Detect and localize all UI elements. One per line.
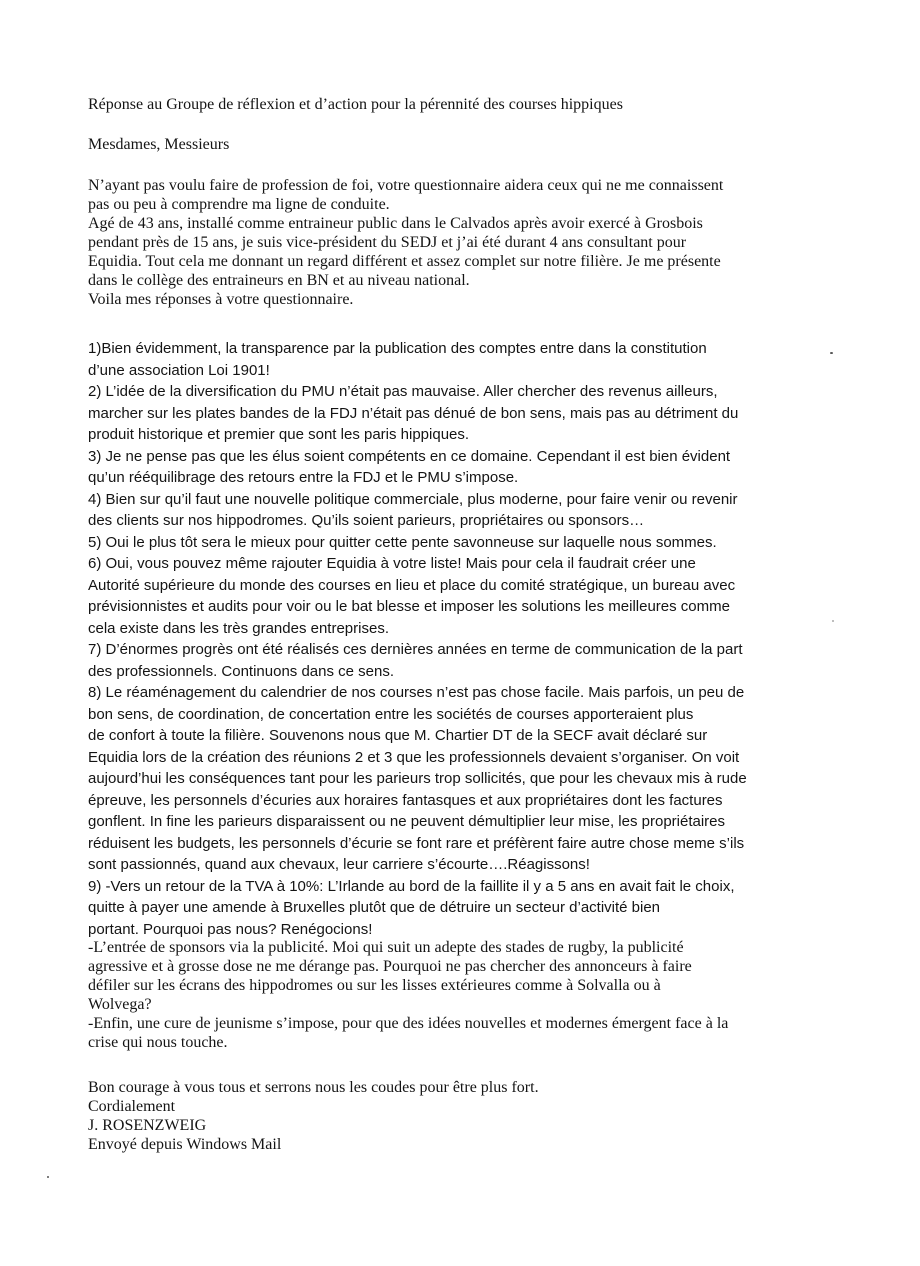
answer-line: réduisent les budgets, les personnels d’écurie se font rare et préfèrent faire autre chose meme s’ils <box>88 834 745 852</box>
extra-line: crise qui nous touche. <box>88 1034 228 1051</box>
answer-line: 5) Oui le plus tôt sera le mieux pour quitter cette pente savonneuse sur laquelle nous sommes. <box>88 533 717 551</box>
answer-line: aujourd’hui les conséquences tant pour les parieurs trop sollicités, que pour les chevaux mis à rude <box>88 770 747 787</box>
extras-section <box>88 938 808 1052</box>
answer-line: qu’un rééquilibrage des retours entre la FDJ et le PMU s’impose. <box>88 469 519 486</box>
extra-line: défiler sur les écrans des hippodromes ou sur les lisses extérieures comme à Solvalla ou à <box>88 977 661 994</box>
answer-line: des professionnels. Continuons dans ce sens. <box>88 662 395 680</box>
answer-line: 3) Je ne pense pas que les élus soient compétents en ce domaine. Cependant il est bien évident <box>88 447 731 465</box>
intro-line: dans le collège des entraineurs en BN et au niveau national. <box>88 272 470 289</box>
letter-subject <box>88 95 808 114</box>
answer-line: 1)Bien évidemment, la transparence par la publication des comptes entre dans la constitution <box>88 340 707 357</box>
answer-line: 4) Bien sur qu’il faut une nouvelle politique commerciale, plus moderne, pour faire venir ou revenir <box>88 490 738 508</box>
answer-line: épreuve, les personnels d’écuries aux horaires fantasques et aux propriétaires dont les factures <box>88 791 723 809</box>
extra-line: agressive et à grosse dose ne me dérange pas. Pourquoi ne pas chercher des annonceurs à faire <box>88 958 692 975</box>
answer-line: sont passionnés, quand aux chevaux, leur carriere s’écourte….Réagissons! <box>88 856 590 873</box>
answer-line: Equidia lors de la création des réunions 2 et 3 que les professionnels devaient s’organiser. On voit <box>88 748 740 766</box>
answer-line: Autorité supérieure du monde des courses en lieu et place du comité stratégique, un bureau avec <box>88 576 736 594</box>
intro-line: Agé de 43 ans, installé comme entraineur public dans le Calvados après avoir exercé à Grosbois <box>88 215 703 232</box>
answer-line: bon sens, de coordination, de concertation entre les sociétés de courses apporteraient plus <box>88 705 694 723</box>
scan-speck <box>47 1176 49 1178</box>
answer-line: produit historique et premier que sont les paris hippiques. <box>88 426 470 443</box>
letter-salutation <box>88 135 808 154</box>
answers-section <box>88 338 808 940</box>
signature-name: J. ROSENZWEIG <box>88 1117 207 1134</box>
intro-line: pas ou peu à comprendre ma ligne de conduite. <box>88 196 390 213</box>
subject-line: Réponse au Groupe de réflexion et d’action pour la pérennité des courses hippiques <box>88 96 623 113</box>
answer-line: des clients sur nos hippodromes. Qu’ils soient parieurs, propriétaires ou sponsors… <box>88 512 645 529</box>
intro-line: pendant près de 15 ans, je suis vice-président du SEDJ et j’ai été durant 4 ans consultant pour <box>88 234 687 251</box>
closing-regards: Cordialement <box>88 1098 176 1115</box>
extra-line: -L’entrée de sponsors via la publicité. Moi qui suit un adepte des stades de rugby, la publicité <box>88 939 684 956</box>
answer-line: 2) L’idée de la diversification du PMU n’était pas mauvaise. Aller chercher des revenus ailleurs, <box>88 383 718 400</box>
scan-speck <box>830 352 833 354</box>
closing-wish: Bon courage à vous tous et serrons nous les coudes pour être plus fort. <box>88 1079 539 1096</box>
answer-line: 8) Le réaménagement du calendrier de nos courses n’est pas chose facile. Mais parfois, un peu de <box>88 684 745 701</box>
extra-line: Wolvega? <box>88 996 152 1013</box>
answer-line: de confort à toute la filière. Souvenons nous que M. Chartier DT de la SECF avait déclaré sur <box>88 727 708 744</box>
intro-line: Equidia. Tout cela me donnant un regard différent et assez complet sur notre filière. Je me présente <box>88 253 721 270</box>
intro-line: Voila mes réponses à votre questionnaire. <box>88 291 354 308</box>
salutation-line: Mesdames, Messieurs <box>88 136 230 153</box>
answer-line: d’une association Loi 1901! <box>88 361 270 379</box>
answer-line: gonflent. In fine les parieurs disparaissent ou ne peuvent démultiplier leur mise, les propriétaires <box>88 813 726 830</box>
intro-line: N’ayant pas voulu faire de profession de foi, votre questionnaire aidera ceux qui ne me connaissent <box>88 177 724 194</box>
closing-section <box>88 1078 808 1154</box>
answer-line: 7) D’énormes progrès ont été réalisés ces dernières années en terme de communication de la part <box>88 641 743 658</box>
answer-line: 9) -Vers un retour de la TVA à 10%: L’Irlande au bord de la faillite il y a 5 ans en avait fait le choix, <box>88 877 735 895</box>
extra-line: -Enfin, une cure de jeunisme s’impose, pour que des idées nouvelles et modernes émergent face à la <box>88 1015 729 1032</box>
mail-footer: Envoyé depuis Windows Mail <box>88 1136 282 1153</box>
intro-paragraph <box>88 176 808 309</box>
answer-line: cela existe dans les très grandes entreprises. <box>88 619 389 637</box>
scan-speck <box>832 620 834 622</box>
answer-line: prévisionnistes et audits pour voir ou le bat blesse et imposer les solutions les meilleures comme <box>88 598 730 615</box>
answer-line: portant. Pourquoi pas nous? Renégocions! <box>88 920 373 938</box>
answer-line: quitte à payer une amende à Bruxelles plutôt que de détruire un secteur d’activité bien <box>88 899 661 916</box>
answer-line: 6) Oui, vous pouvez même rajouter Equidia à votre liste! Mais pour cela il faudrait créer une <box>88 555 696 572</box>
answer-line: marcher sur les plates bandes de la FDJ n’était pas dénué de bon sens, mais pas au détriment du <box>88 404 739 422</box>
